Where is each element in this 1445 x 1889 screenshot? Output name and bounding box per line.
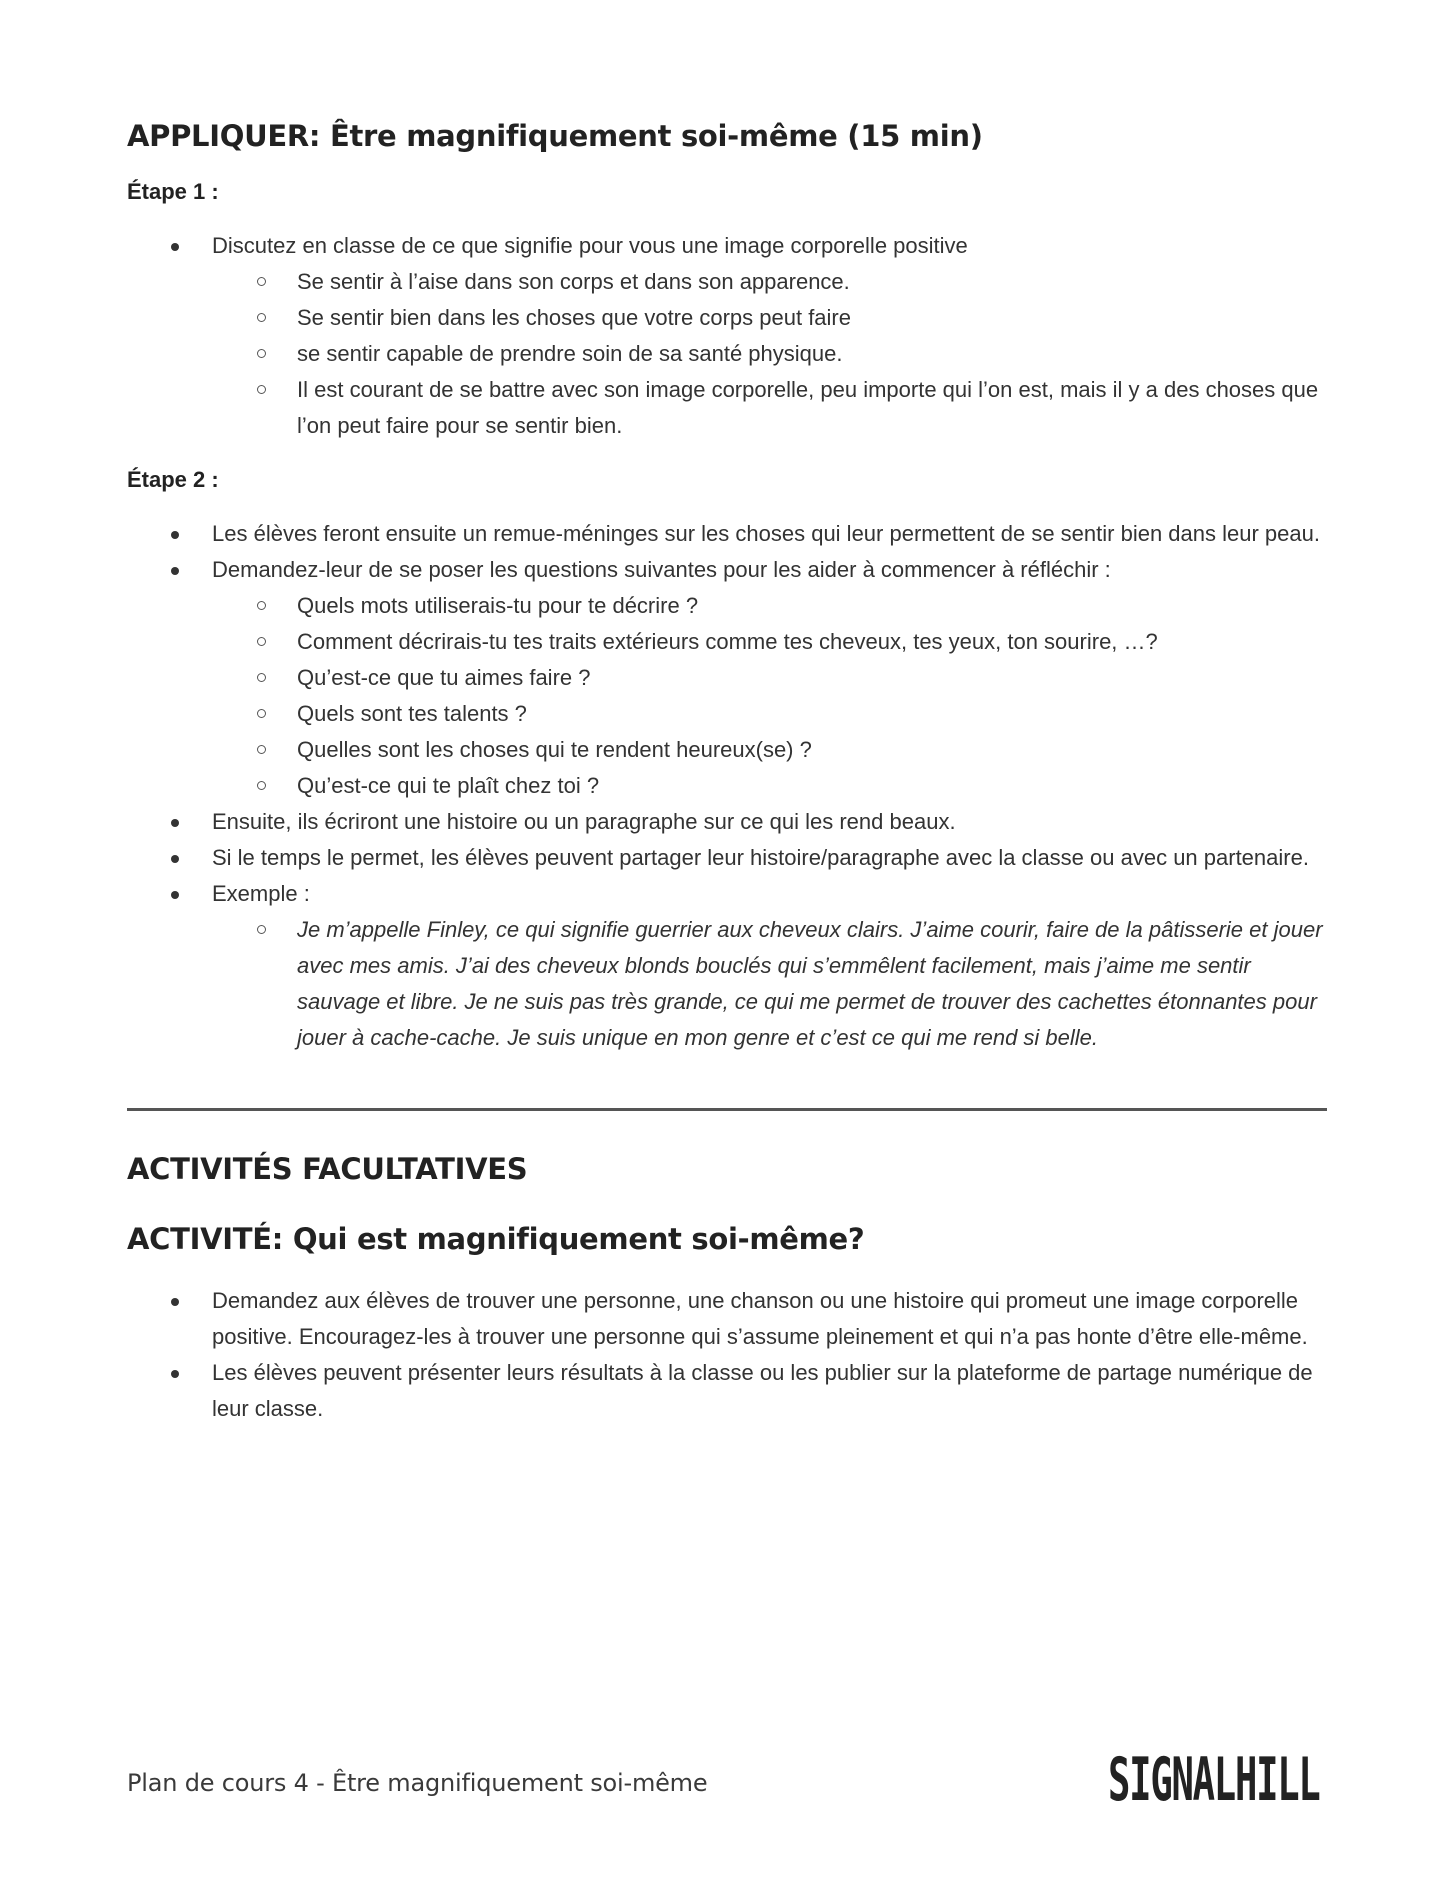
footer-lesson-title: Plan de cours 4 - Être magnifiquement soi-même <box>127 1769 708 1797</box>
list-item-text: Si le temps le permet, les élèves peuvent partager leur histoire/paragraphe avec la classe ou avec un partenaire. <box>212 845 1309 870</box>
sub-list-item: Se sentir à l’aise dans son corps et dans son apparence. <box>127 264 1332 300</box>
list-item-text: Discutez en classe de ce que signifie pour vous une image corporelle positive <box>212 233 968 258</box>
sub-list-item: Quels sont tes talents ? <box>127 696 1332 732</box>
example-paragraph: Je m’appelle Finley, ce qui signifie guerrier aux cheveux clairs. J’aime courir, faire de la pâtisserie et jouer avec mes amis. J’ai des cheveux blonds bouclés qui s’emmêlent facilement, mais j’aime me sentir sauvage et libre. Je ne suis pas très grande, ce qui me permet de trouver des cachettes étonnantes pour jouer à cache-cache. Je suis unique en mon genre et c’est ce qui me rend si belle. <box>127 912 1332 1056</box>
bullet-icon <box>171 819 179 827</box>
list-item <box>127 516 1332 552</box>
activity-list <box>127 1283 1332 1427</box>
hollow-bullet-icon <box>257 925 266 934</box>
sub-list-item: Quels mots utiliserais-tu pour te décrire ? <box>127 588 1332 624</box>
list-item <box>127 1355 1332 1427</box>
step-2-list <box>127 516 1332 1056</box>
hollow-bullet-icon <box>257 673 266 682</box>
step-1-label: Étape 1 : <box>127 179 219 204</box>
hollow-bullet-icon <box>257 709 266 718</box>
bullet-icon <box>171 1298 179 1306</box>
bullet-icon <box>171 567 179 575</box>
list-item <box>127 876 1332 1056</box>
list-item <box>127 840 1332 876</box>
list-item <box>127 552 1332 804</box>
list-item <box>127 804 1332 840</box>
hollow-bullet-icon <box>257 745 266 754</box>
apply-section-title: APPLIQUER: Être magnifiquement soi-même (15 min) <box>127 119 983 153</box>
hollow-bullet-icon <box>257 601 266 610</box>
sub-list-item: Se sentir bien dans les choses que votre corps peut faire <box>127 300 1332 336</box>
section-divider <box>127 1108 1327 1111</box>
list-item-text: Les élèves feront ensuite un remue-méninges sur les choses qui leur permettent de se sentir bien dans leur peau. <box>212 521 1320 546</box>
list-item-text: Demandez-leur de se poser les questions suivantes pour les aider à commencer à réfléchir : <box>212 557 1111 582</box>
bullet-icon <box>171 855 179 863</box>
bullet-icon <box>171 891 179 899</box>
bullet-icon <box>171 1370 179 1378</box>
bullet-icon <box>171 531 179 539</box>
list-item-text: Ensuite, ils écriront une histoire ou un paragraphe sur ce qui les rend beaux. <box>212 809 956 834</box>
signalhill-logo: SIGNALHILL <box>1108 1745 1320 1815</box>
sub-list-item: Quelles sont les choses qui te rendent heureux(se) ? <box>127 732 1332 768</box>
hollow-bullet-icon <box>257 637 266 646</box>
list-item <box>127 1283 1332 1355</box>
hollow-bullet-icon <box>257 277 266 286</box>
optional-section-title: ACTIVITÉS FACULTATIVES <box>127 1152 528 1186</box>
sub-list-item: Qu’est-ce que tu aimes faire ? <box>127 660 1332 696</box>
sub-list-item: Comment décrirais-tu tes traits extérieurs comme tes cheveux, tes yeux, ton sourire, …? <box>127 624 1332 660</box>
sub-list-item: se sentir capable de prendre soin de sa santé physique. <box>127 336 1332 372</box>
sub-list <box>212 264 1332 444</box>
hollow-bullet-icon <box>257 781 266 790</box>
sub-list-item: Qu’est-ce qui te plaît chez toi ? <box>127 768 1332 804</box>
questions-list <box>212 588 1332 804</box>
list-item-text: Les élèves peuvent présenter leurs résultats à la classe ou les publier sur la plateforme de partage numérique de leur classe. <box>212 1360 1313 1421</box>
list-item-text: Demandez aux élèves de trouver une personne, une chanson ou une histoire qui promeut une image corporelle positive. Encouragez-les à trouver une personne qui s’assume pleinement et qui n’a pas honte d’être elle-même. <box>212 1288 1308 1349</box>
page-content <box>127 118 1332 1449</box>
bullet-icon <box>171 243 179 251</box>
step-1-list <box>127 228 1332 444</box>
hollow-bullet-icon <box>257 349 266 358</box>
list-item <box>127 228 1332 444</box>
example-list <box>212 912 1332 1056</box>
hollow-bullet-icon <box>257 385 266 394</box>
activity-title: ACTIVITÉ: Qui est magnifiquement soi-même? <box>127 1222 865 1256</box>
list-item-text: Exemple : <box>212 881 310 906</box>
sub-list-item: Il est courant de se battre avec son image corporelle, peu importe qui l’on est, mais il y a des choses que l’on peut faire pour se sentir bien. <box>127 372 1332 444</box>
hollow-bullet-icon <box>257 313 266 322</box>
step-2-label: Étape 2 : <box>127 467 219 492</box>
